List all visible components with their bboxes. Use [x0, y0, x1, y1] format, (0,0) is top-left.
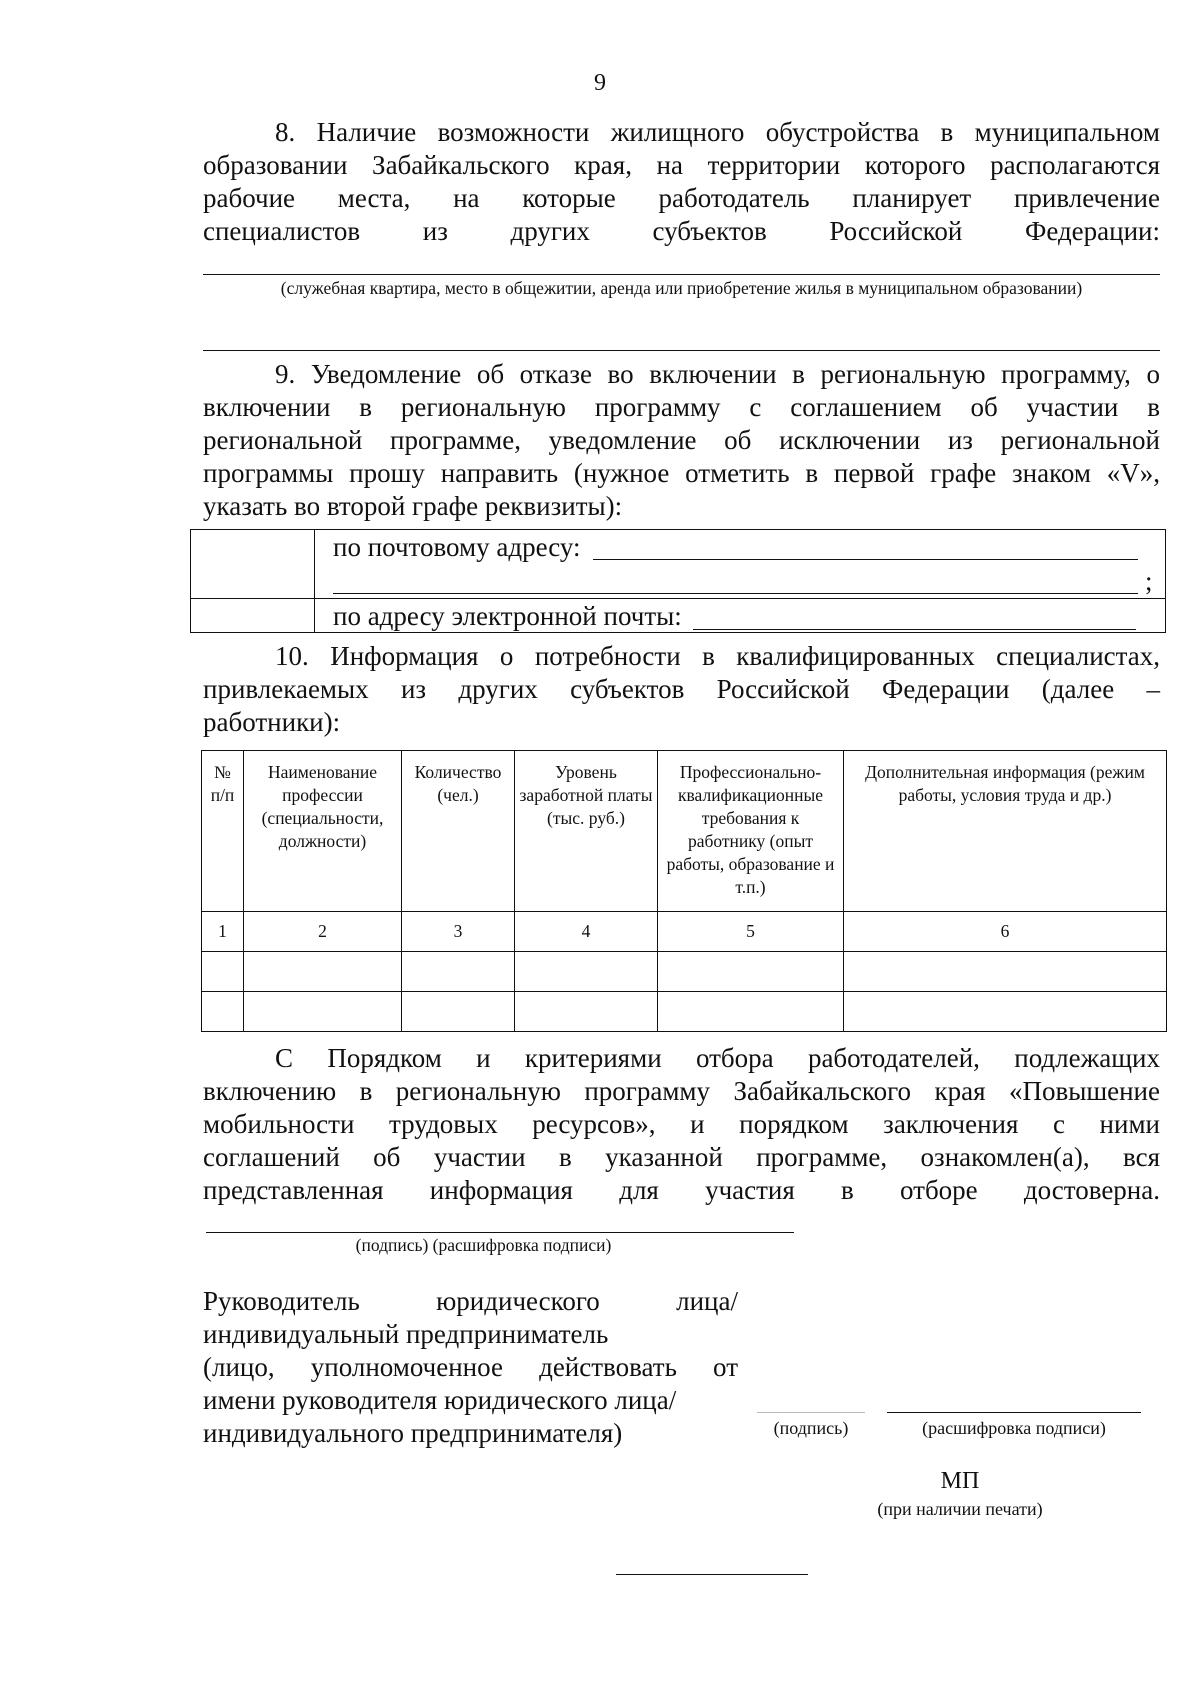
workers-table	[201, 750, 1167, 1032]
section-9-line: региональной программе, уведомление об исключении из региональной	[203, 425, 1160, 455]
table-cell[interactable]	[244, 952, 402, 992]
signature-line[interactable]	[757, 1412, 865, 1413]
section-8-line: специалистов из других субъектов Российской Федерации:	[203, 216, 1160, 246]
column-number: 2	[244, 912, 402, 952]
section-9-line: указать во второй графе реквизиты):	[203, 491, 623, 521]
table-cell[interactable]	[658, 992, 844, 1032]
header-number: № п/п	[202, 751, 244, 912]
table-header-row	[202, 751, 1167, 912]
postal-label: по почтовому адресу:	[333, 532, 581, 562]
header-additional-info: Дополнительная информация (режим работы, условия труда и др.)	[844, 751, 1167, 912]
postal-terminator: ;	[1145, 566, 1153, 596]
section-10-line: 10. Информация о потребности в квалифицированных специалистах,	[275, 641, 1160, 671]
table-row	[202, 952, 1167, 992]
postal-address-input[interactable]	[593, 559, 1138, 560]
agreement-line: включению в региональную программу Забайкальского края «Повышение	[203, 1076, 1160, 1106]
housing-caption: (служебная квартира, место в общежитии, аренда или приобретение жилья в муниципальном образовании)	[280, 278, 1083, 298]
signatory-text	[203, 1285, 738, 1450]
section-9-line: программы прошу направить (нужное отметить в первой графе знаком «V»,	[203, 458, 1160, 488]
header-requirements: Профессионально-квалификационные требования к работнику (опыт работы, образование и т.п.)	[658, 751, 844, 912]
table-cell[interactable]	[844, 992, 1167, 1032]
email-checkbox-cell[interactable]	[191, 599, 315, 633]
page-number: 9	[594, 70, 606, 96]
signatory-line: (лицо, уполномоченное действовать от	[203, 1352, 738, 1382]
table-cell[interactable]	[515, 992, 658, 1032]
table-row	[202, 992, 1167, 1032]
seal-note: (при наличии печати)	[877, 1499, 1043, 1519]
header-profession: Наименование профессии (специальности, должности)	[244, 751, 402, 912]
email-line	[315, 599, 1165, 632]
table-cell[interactable]	[658, 952, 844, 992]
section-9-line: 9. Уведомление об отказе во включении в региональную программу, о	[275, 359, 1160, 389]
signature-caption: (подпись)	[773, 1418, 849, 1438]
signatory-line: имени руководителя юридического лица/	[203, 1385, 677, 1415]
agreement-signature-line[interactable]	[206, 1232, 794, 1233]
seal-label: МП	[940, 1468, 980, 1494]
postal-line-1	[315, 530, 1165, 564]
postal-address-input-2[interactable]	[333, 593, 1138, 594]
housing-input-line-2[interactable]	[203, 350, 1160, 351]
column-number: 5	[658, 912, 844, 952]
signature-decode-line[interactable]	[887, 1412, 1141, 1413]
email-address-input[interactable]	[693, 629, 1136, 630]
section-10-line: работники):	[203, 707, 341, 737]
header-quantity: Количество (чел.)	[402, 751, 515, 912]
postal-checkbox-cell[interactable]	[191, 530, 315, 599]
table-cell[interactable]	[402, 952, 515, 992]
section-9-text	[203, 358, 1160, 523]
table-cell[interactable]	[202, 992, 244, 1032]
column-number: 6	[844, 912, 1167, 952]
column-number: 1	[202, 912, 244, 952]
signatory-line: Руководитель юридического лица/	[203, 1286, 738, 1316]
postal-option-cell	[315, 530, 1166, 599]
column-number: 3	[402, 912, 515, 952]
signatory-line: индивидуальный предприниматель	[203, 1319, 609, 1349]
notification-options-table	[190, 529, 1166, 633]
date-line[interactable]	[616, 1574, 808, 1575]
signature-decode-caption: (расшифровка подписи)	[922, 1418, 1106, 1438]
agreement-signature-caption: (подпись) (расшифровка подписи)	[355, 1235, 612, 1255]
agreement-line: соглашений об участии в указанной программе, ознакомлен(а), вся	[203, 1142, 1160, 1172]
agreement-text	[203, 1042, 1160, 1207]
agreement-line: представленная информация для участия в отборе достоверна.	[203, 1175, 1160, 1205]
table-cell[interactable]	[202, 952, 244, 992]
agreement-line: мобильности трудовых ресурсов», и порядком заключения с ними	[203, 1109, 1160, 1139]
email-option-cell	[315, 599, 1166, 633]
table-cell[interactable]	[244, 992, 402, 1032]
table-cell[interactable]	[515, 952, 658, 992]
column-number: 4	[515, 912, 658, 952]
section-10-line: привлекаемых из других субъектов Российской Федерации (далее –	[203, 674, 1160, 704]
table-cell[interactable]	[844, 952, 1167, 992]
section-8-line: 8. Наличие возможности жилищного обустройства в муниципальном	[275, 117, 1160, 147]
section-8-line: образовании Забайкальского края, на территории которого располагаются	[203, 150, 1160, 180]
postal-line-2	[315, 564, 1165, 598]
header-salary: Уровень заработной платы (тыс. руб.)	[515, 751, 658, 912]
email-label: по адресу электронной почты:	[333, 601, 682, 631]
section-10-text	[203, 640, 1160, 739]
table-cell[interactable]	[402, 992, 515, 1032]
section-9-line: включении в региональную программу с соглашением об участии в	[203, 392, 1160, 422]
section-8-text	[203, 116, 1160, 248]
signatory-line: индивидуального предпринимателя)	[203, 1418, 623, 1448]
agreement-line: С Порядком и критериями отбора работодателей, подлежащих	[275, 1043, 1160, 1073]
section-8-line: рабочие места, на которые работодатель планирует привлечение	[203, 183, 1160, 213]
housing-input-line[interactable]	[203, 274, 1160, 275]
table-numbering-row	[202, 912, 1167, 952]
